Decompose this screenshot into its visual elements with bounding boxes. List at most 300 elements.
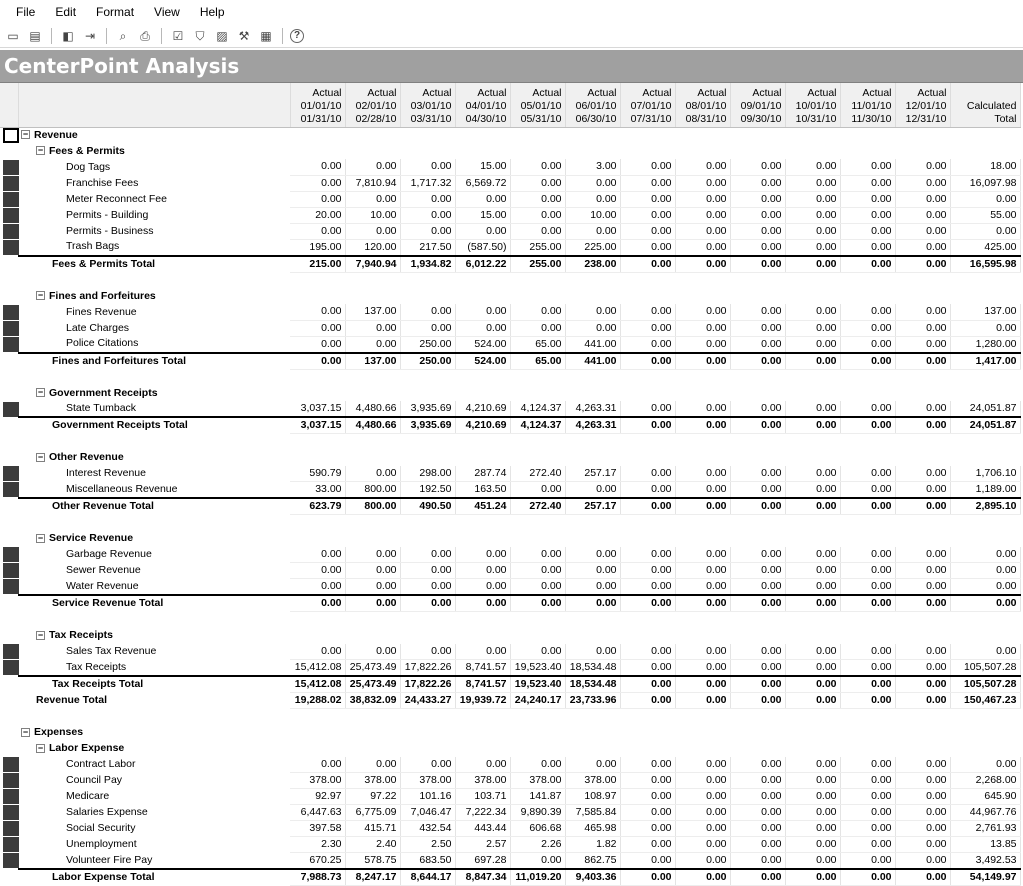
value-cell[interactable]: 0.00 <box>675 853 730 870</box>
value-cell[interactable]: 8,847.34 <box>455 869 510 886</box>
value-cell[interactable]: 683.50 <box>400 853 455 870</box>
value-cell[interactable]: 0.00 <box>730 821 785 837</box>
value-cell[interactable]: 0.00 <box>675 595 730 612</box>
value-cell[interactable]: 0.00 <box>785 676 840 693</box>
value-cell[interactable]: 0.00 <box>620 466 675 482</box>
value-cell[interactable]: 217.50 <box>400 239 455 256</box>
value-cell[interactable]: 0.00 <box>785 789 840 805</box>
value-cell[interactable]: 7,810.94 <box>345 175 400 191</box>
value-cell[interactable]: 0.00 <box>785 482 840 499</box>
value-cell[interactable]: 103.71 <box>455 789 510 805</box>
value-cell[interactable]: 0.00 <box>345 579 400 596</box>
value-cell[interactable]: 0.00 <box>730 869 785 886</box>
value-cell[interactable]: 0.00 <box>675 789 730 805</box>
row-selector[interactable] <box>3 402 19 417</box>
value-cell[interactable]: 3,037.15 <box>290 417 345 434</box>
value-cell[interactable]: 0.00 <box>785 547 840 563</box>
value-cell[interactable]: 0.00 <box>565 320 620 336</box>
value-cell[interactable]: 670.25 <box>290 853 345 870</box>
value-cell[interactable]: 15,412.08 <box>290 660 345 677</box>
row-selector[interactable] <box>3 741 19 756</box>
value-cell[interactable]: 0.00 <box>675 223 730 239</box>
value-cell[interactable]: 0.00 <box>455 223 510 239</box>
value-cell[interactable]: 0.00 <box>785 773 840 789</box>
value-cell[interactable]: 0.00 <box>895 676 950 693</box>
value-cell[interactable]: 0.00 <box>730 693 785 709</box>
header-period-5[interactable] <box>510 83 565 127</box>
value-cell[interactable]: 0.00 <box>895 353 950 370</box>
value-cell[interactable]: 0.00 <box>345 563 400 579</box>
value-cell[interactable]: 0.00 <box>400 757 455 773</box>
value-cell[interactable]: 0.00 <box>840 498 895 515</box>
value-cell[interactable]: 0.00 <box>620 853 675 870</box>
value-cell[interactable]: 0.00 <box>620 757 675 773</box>
value-cell[interactable]: 0.00 <box>840 676 895 693</box>
collapse-icon[interactable]: − <box>37 451 44 462</box>
value-cell[interactable]: 0.00 <box>675 498 730 515</box>
row-selector[interactable] <box>3 547 19 562</box>
row-selector[interactable] <box>3 289 19 304</box>
header-period-11[interactable] <box>840 83 895 127</box>
row-selector[interactable] <box>3 628 19 643</box>
value-cell[interactable]: 0.00 <box>730 256 785 273</box>
value-cell[interactable]: 0.00 <box>290 757 345 773</box>
value-cell[interactable]: 0.00 <box>510 191 565 207</box>
value-cell[interactable]: 0.00 <box>620 239 675 256</box>
value-cell[interactable]: 0.00 <box>675 401 730 417</box>
value-cell[interactable]: 0.00 <box>620 547 675 563</box>
total-cell[interactable]: 105,507.28 <box>950 676 1020 693</box>
tools-icon[interactable]: ⚒ <box>238 28 250 43</box>
value-cell[interactable]: (587.50) <box>455 239 510 256</box>
value-cell[interactable]: 0.00 <box>730 757 785 773</box>
value-cell[interactable]: 257.17 <box>565 498 620 515</box>
value-cell[interactable]: 0.00 <box>840 644 895 660</box>
value-cell[interactable]: 0.00 <box>400 320 455 336</box>
value-cell[interactable]: 108.97 <box>565 789 620 805</box>
value-cell[interactable]: 0.00 <box>895 482 950 499</box>
value-cell[interactable]: 432.54 <box>400 821 455 837</box>
value-cell[interactable]: 6,569.72 <box>455 175 510 191</box>
value-cell[interactable]: 0.00 <box>785 660 840 677</box>
value-cell[interactable]: 0.00 <box>895 837 950 853</box>
value-cell[interactable]: 0.00 <box>620 256 675 273</box>
value-cell[interactable]: 0.00 <box>785 595 840 612</box>
value-cell[interactable]: 0.00 <box>620 821 675 837</box>
value-cell[interactable]: 2.50 <box>400 837 455 853</box>
value-cell[interactable]: 0.00 <box>455 757 510 773</box>
row-selector[interactable] <box>3 709 19 724</box>
collapse-icon[interactable]: − <box>22 129 29 140</box>
value-cell[interactable]: 0.00 <box>785 320 840 336</box>
value-cell[interactable]: 0.00 <box>620 676 675 693</box>
header-period-2[interactable] <box>345 83 400 127</box>
value-cell[interactable]: 0.00 <box>730 579 785 596</box>
value-cell[interactable]: 0.00 <box>785 853 840 870</box>
value-cell[interactable]: 0.00 <box>400 223 455 239</box>
value-cell[interactable]: 0.00 <box>840 320 895 336</box>
value-cell[interactable]: 0.00 <box>785 207 840 223</box>
value-cell[interactable]: 1,934.82 <box>400 256 455 273</box>
value-cell[interactable]: 0.00 <box>400 207 455 223</box>
value-cell[interactable]: 0.00 <box>895 498 950 515</box>
total-cell[interactable]: 0.00 <box>950 595 1020 612</box>
value-cell[interactable]: 0.00 <box>455 547 510 563</box>
value-cell[interactable]: 0.00 <box>400 547 455 563</box>
value-cell[interactable]: 0.00 <box>510 207 565 223</box>
value-cell[interactable]: 0.00 <box>840 869 895 886</box>
value-cell[interactable]: 0.00 <box>345 547 400 563</box>
export-icon[interactable]: ⇥ <box>84 28 96 43</box>
row-selector[interactable] <box>3 515 19 530</box>
value-cell[interactable]: 0.00 <box>840 660 895 677</box>
value-cell[interactable]: 0.00 <box>785 304 840 320</box>
value-cell[interactable]: 0.00 <box>565 644 620 660</box>
calculator-icon[interactable]: ▦ <box>260 28 272 43</box>
value-cell[interactable]: 0.00 <box>840 191 895 207</box>
value-cell[interactable]: 0.00 <box>895 853 950 870</box>
value-cell[interactable]: 8,644.17 <box>400 869 455 886</box>
total-cell[interactable]: 54,149.97 <box>950 869 1020 886</box>
value-cell[interactable]: 4,124.37 <box>510 417 565 434</box>
total-cell[interactable]: 0.00 <box>950 579 1020 596</box>
row-selector[interactable] <box>3 789 19 804</box>
value-cell[interactable]: 0.00 <box>895 175 950 191</box>
value-cell[interactable]: 0.00 <box>290 223 345 239</box>
collapse-icon[interactable]: − <box>37 387 44 398</box>
value-cell[interactable]: 378.00 <box>510 773 565 789</box>
header-period-9[interactable] <box>730 83 785 127</box>
value-cell[interactable]: 24,240.17 <box>510 693 565 709</box>
value-cell[interactable]: 697.28 <box>455 853 510 870</box>
value-cell[interactable]: 0.00 <box>840 304 895 320</box>
open-icon[interactable]: ▭ <box>7 28 19 43</box>
value-cell[interactable]: 0.00 <box>510 320 565 336</box>
value-cell[interactable]: 0.00 <box>785 563 840 579</box>
options-icon[interactable]: ☑ <box>172 28 184 43</box>
value-cell[interactable]: 0.00 <box>840 175 895 191</box>
collapse-icon[interactable]: − <box>22 726 29 737</box>
analysis-grid[interactable] <box>0 82 1023 884</box>
row-selector[interactable] <box>3 337 19 352</box>
value-cell[interactable]: 0.00 <box>840 773 895 789</box>
value-cell[interactable]: 0.00 <box>785 159 840 175</box>
header-period-10[interactable] <box>785 83 840 127</box>
value-cell[interactable]: 0.00 <box>785 837 840 853</box>
value-cell[interactable]: 0.00 <box>840 417 895 434</box>
value-cell[interactable]: 0.00 <box>675 417 730 434</box>
value-cell[interactable]: 0.00 <box>620 563 675 579</box>
row-selector[interactable] <box>3 660 19 675</box>
header-period-1[interactable] <box>290 83 345 127</box>
value-cell[interactable]: 3.00 <box>565 159 620 175</box>
value-cell[interactable]: 0.00 <box>620 773 675 789</box>
collapse-icon[interactable]: − <box>37 742 44 753</box>
total-cell[interactable]: 44,967.76 <box>950 805 1020 821</box>
value-cell[interactable]: 1,717.32 <box>400 175 455 191</box>
row-selector[interactable] <box>3 273 19 288</box>
value-cell[interactable]: 524.00 <box>455 336 510 353</box>
value-cell[interactable]: 0.00 <box>290 353 345 370</box>
value-cell[interactable]: 0.00 <box>620 336 675 353</box>
header-period-12[interactable] <box>895 83 950 127</box>
value-cell[interactable]: 0.00 <box>620 207 675 223</box>
value-cell[interactable]: 0.00 <box>400 595 455 612</box>
value-cell[interactable]: 238.00 <box>565 256 620 273</box>
value-cell[interactable]: 163.50 <box>455 482 510 499</box>
print-icon[interactable]: ⎙ <box>140 28 150 43</box>
row-selector[interactable] <box>3 725 19 740</box>
value-cell[interactable]: 0.00 <box>620 482 675 499</box>
value-cell[interactable]: 397.58 <box>290 821 345 837</box>
value-cell[interactable]: 0.00 <box>785 821 840 837</box>
value-cell[interactable]: 250.00 <box>400 353 455 370</box>
value-cell[interactable]: 0.00 <box>675 805 730 821</box>
collapse-icon[interactable]: − <box>37 290 44 301</box>
value-cell[interactable]: 0.00 <box>840 223 895 239</box>
row-selector[interactable] <box>3 256 19 271</box>
value-cell[interactable]: 250.00 <box>400 336 455 353</box>
print-preview-icon[interactable]: ◧ <box>62 28 74 43</box>
value-cell[interactable]: 0.00 <box>895 579 950 596</box>
value-cell[interactable]: 0.00 <box>895 595 950 612</box>
total-cell[interactable]: 16,097.98 <box>950 175 1020 191</box>
value-cell[interactable]: 0.00 <box>565 191 620 207</box>
value-cell[interactable]: 0.00 <box>840 595 895 612</box>
value-cell[interactable]: 0.00 <box>675 336 730 353</box>
value-cell[interactable]: 490.50 <box>400 498 455 515</box>
value-cell[interactable]: 0.00 <box>840 789 895 805</box>
value-cell[interactable]: 0.00 <box>785 417 840 434</box>
value-cell[interactable]: 25,473.49 <box>345 676 400 693</box>
value-cell[interactable]: 0.00 <box>675 304 730 320</box>
value-cell[interactable]: 2.26 <box>510 837 565 853</box>
menu-edit[interactable]: Edit <box>55 5 77 19</box>
value-cell[interactable]: 0.00 <box>895 417 950 434</box>
value-cell[interactable]: 7,940.94 <box>345 256 400 273</box>
value-cell[interactable]: 0.00 <box>675 644 730 660</box>
value-cell[interactable]: 3,935.69 <box>400 417 455 434</box>
value-cell[interactable]: 0.00 <box>565 175 620 191</box>
value-cell[interactable]: 4,210.69 <box>455 401 510 417</box>
value-cell[interactable]: 441.00 <box>565 353 620 370</box>
value-cell[interactable]: 0.00 <box>730 207 785 223</box>
value-cell[interactable]: 0.00 <box>785 869 840 886</box>
value-cell[interactable]: 0.00 <box>895 191 950 207</box>
value-cell[interactable]: 0.00 <box>345 336 400 353</box>
value-cell[interactable]: 0.00 <box>895 320 950 336</box>
value-cell[interactable]: 141.87 <box>510 789 565 805</box>
value-cell[interactable]: 0.00 <box>510 563 565 579</box>
value-cell[interactable]: 0.00 <box>565 579 620 596</box>
value-cell[interactable]: 15,412.08 <box>290 676 345 693</box>
value-cell[interactable]: 272.40 <box>510 498 565 515</box>
value-cell[interactable]: 0.00 <box>345 595 400 612</box>
value-cell[interactable]: 9,403.36 <box>565 869 620 886</box>
value-cell[interactable]: 0.00 <box>730 159 785 175</box>
total-cell[interactable]: 3,492.53 <box>950 853 1020 870</box>
total-cell[interactable]: 55.00 <box>950 207 1020 223</box>
value-cell[interactable]: 0.00 <box>895 336 950 353</box>
value-cell[interactable]: 0.00 <box>510 853 565 870</box>
total-cell[interactable]: 16,595.98 <box>950 256 1020 273</box>
row-selector[interactable] <box>3 418 19 433</box>
value-cell[interactable]: 0.00 <box>675 191 730 207</box>
row-selector[interactable] <box>3 596 19 611</box>
value-cell[interactable]: 0.00 <box>675 482 730 499</box>
total-cell[interactable]: 105,507.28 <box>950 660 1020 677</box>
value-cell[interactable]: 18,534.48 <box>565 676 620 693</box>
value-cell[interactable]: 137.00 <box>345 353 400 370</box>
value-cell[interactable]: 0.00 <box>620 837 675 853</box>
value-cell[interactable]: 0.00 <box>840 821 895 837</box>
value-cell[interactable]: 3,037.15 <box>290 401 345 417</box>
value-cell[interactable]: 0.00 <box>345 191 400 207</box>
value-cell[interactable]: 10.00 <box>345 207 400 223</box>
value-cell[interactable]: 0.00 <box>840 353 895 370</box>
value-cell[interactable]: 0.00 <box>840 256 895 273</box>
value-cell[interactable]: 215.00 <box>290 256 345 273</box>
value-cell[interactable]: 0.00 <box>730 466 785 482</box>
value-cell[interactable]: 272.40 <box>510 466 565 482</box>
header-period-4[interactable] <box>455 83 510 127</box>
header-period-8[interactable] <box>675 83 730 127</box>
value-cell[interactable]: 0.00 <box>895 773 950 789</box>
value-cell[interactable]: 0.00 <box>840 401 895 417</box>
row-selector[interactable] <box>3 176 19 191</box>
total-cell[interactable]: 2,895.10 <box>950 498 1020 515</box>
value-cell[interactable]: 0.00 <box>840 547 895 563</box>
value-cell[interactable]: 18,534.48 <box>565 660 620 677</box>
row-selector[interactable] <box>3 853 19 868</box>
value-cell[interactable]: 7,585.84 <box>565 805 620 821</box>
value-cell[interactable]: 0.00 <box>785 498 840 515</box>
value-cell[interactable]: 0.00 <box>785 336 840 353</box>
value-cell[interactable]: 0.00 <box>510 547 565 563</box>
value-cell[interactable]: 0.00 <box>565 482 620 499</box>
value-cell[interactable]: 0.00 <box>675 579 730 596</box>
value-cell[interactable]: 257.17 <box>565 466 620 482</box>
value-cell[interactable]: 0.00 <box>345 159 400 175</box>
value-cell[interactable]: 0.00 <box>785 401 840 417</box>
value-cell[interactable]: 0.00 <box>290 563 345 579</box>
value-cell[interactable]: 6,447.63 <box>290 805 345 821</box>
value-cell[interactable]: 0.00 <box>785 239 840 256</box>
header-calculated-total[interactable] <box>950 83 1020 127</box>
value-cell[interactable]: 0.00 <box>840 805 895 821</box>
value-cell[interactable]: 0.00 <box>455 191 510 207</box>
value-cell[interactable]: 9,890.39 <box>510 805 565 821</box>
help-icon[interactable]: ? <box>290 29 304 43</box>
value-cell[interactable]: 0.00 <box>620 595 675 612</box>
value-cell[interactable]: 65.00 <box>510 353 565 370</box>
total-cell[interactable]: 0.00 <box>950 644 1020 660</box>
value-cell[interactable]: 2.30 <box>290 837 345 853</box>
total-cell[interactable]: 1,706.10 <box>950 466 1020 482</box>
value-cell[interactable]: 0.00 <box>730 498 785 515</box>
value-cell[interactable]: 0.00 <box>290 336 345 353</box>
value-cell[interactable]: 0.00 <box>785 175 840 191</box>
value-cell[interactable]: 378.00 <box>565 773 620 789</box>
collapse-icon[interactable]: − <box>37 532 44 543</box>
row-selector[interactable] <box>3 321 19 336</box>
value-cell[interactable]: 0.00 <box>675 660 730 677</box>
menu-view[interactable]: View <box>154 5 180 19</box>
value-cell[interactable]: 8,741.57 <box>455 660 510 677</box>
value-cell[interactable]: 0.00 <box>895 239 950 256</box>
value-cell[interactable]: 0.00 <box>675 466 730 482</box>
save-icon[interactable]: ▤ <box>29 28 41 43</box>
row-selector[interactable] <box>3 757 19 772</box>
value-cell[interactable]: 0.00 <box>400 579 455 596</box>
total-cell[interactable]: 137.00 <box>950 304 1020 320</box>
value-cell[interactable]: 0.00 <box>620 320 675 336</box>
value-cell[interactable]: 0.00 <box>620 579 675 596</box>
value-cell[interactable]: 0.00 <box>290 644 345 660</box>
row-selector[interactable] <box>3 224 19 239</box>
row-selector[interactable] <box>3 693 19 708</box>
value-cell[interactable]: 0.00 <box>510 175 565 191</box>
value-cell[interactable]: 15.00 <box>455 207 510 223</box>
value-cell[interactable]: 4,480.66 <box>345 417 400 434</box>
value-cell[interactable]: 0.00 <box>290 304 345 320</box>
row-selector[interactable] <box>3 499 19 514</box>
value-cell[interactable]: 0.00 <box>510 644 565 660</box>
value-cell[interactable]: 0.00 <box>455 320 510 336</box>
value-cell[interactable]: 0.00 <box>565 595 620 612</box>
row-selector[interactable] <box>3 192 19 207</box>
value-cell[interactable]: 0.00 <box>455 595 510 612</box>
value-cell[interactable]: 0.00 <box>290 547 345 563</box>
value-cell[interactable]: 11,019.20 <box>510 869 565 886</box>
value-cell[interactable]: 0.00 <box>730 223 785 239</box>
menu-file[interactable]: File <box>16 5 36 19</box>
value-cell[interactable]: 0.00 <box>840 757 895 773</box>
value-cell[interactable]: 0.00 <box>290 595 345 612</box>
value-cell[interactable]: 6,775.09 <box>345 805 400 821</box>
value-cell[interactable]: 0.00 <box>675 869 730 886</box>
value-cell[interactable]: 0.00 <box>840 239 895 256</box>
value-cell[interactable]: 4,263.31 <box>565 417 620 434</box>
value-cell[interactable]: 0.00 <box>895 789 950 805</box>
total-cell[interactable]: 0.00 <box>950 547 1020 563</box>
value-cell[interactable]: 17,822.26 <box>400 660 455 677</box>
value-cell[interactable]: 524.00 <box>455 353 510 370</box>
total-cell[interactable]: 0.00 <box>950 757 1020 773</box>
find-icon[interactable]: ⌕ <box>119 28 127 43</box>
value-cell[interactable]: 451.24 <box>455 498 510 515</box>
value-cell[interactable]: 0.00 <box>675 757 730 773</box>
row-selector[interactable] <box>3 208 19 223</box>
value-cell[interactable]: 0.00 <box>675 563 730 579</box>
value-cell[interactable]: 0.00 <box>675 821 730 837</box>
value-cell[interactable]: 0.00 <box>840 159 895 175</box>
value-cell[interactable]: 0.00 <box>620 401 675 417</box>
value-cell[interactable]: 17,822.26 <box>400 676 455 693</box>
value-cell[interactable]: 23,733.96 <box>565 693 620 709</box>
row-selector[interactable] <box>3 644 19 659</box>
value-cell[interactable]: 0.00 <box>400 304 455 320</box>
value-cell[interactable]: 33.00 <box>290 482 345 499</box>
menu-help[interactable]: Help <box>199 5 225 19</box>
value-cell[interactable]: 0.00 <box>620 353 675 370</box>
value-cell[interactable]: 4,124.37 <box>510 401 565 417</box>
value-cell[interactable]: 120.00 <box>345 239 400 256</box>
value-cell[interactable]: 287.74 <box>455 466 510 482</box>
value-cell[interactable]: 0.00 <box>455 304 510 320</box>
value-cell[interactable]: 7,046.47 <box>400 805 455 821</box>
value-cell[interactable]: 0.00 <box>675 175 730 191</box>
